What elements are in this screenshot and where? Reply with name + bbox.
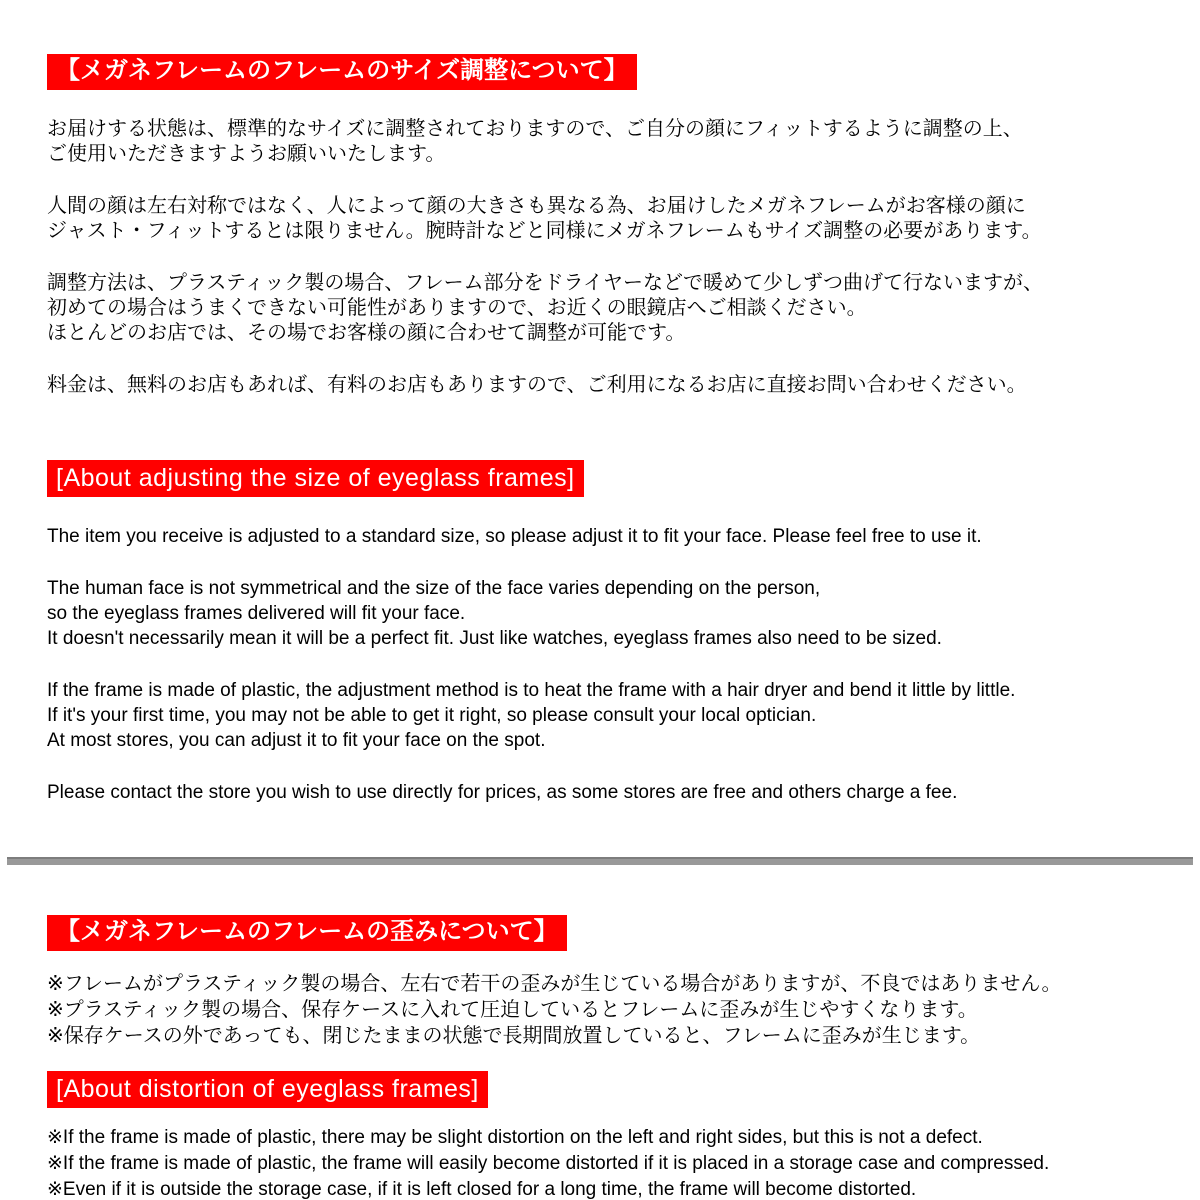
size-adjustment-heading-en: [About adjusting the size of eyeglass frames] — [47, 460, 584, 497]
text-line: 初めての場合はうまくできない可能性がありますので、お近くの眼鏡店へご相談ください。 — [47, 296, 867, 319]
note-line: ※If the frame is made of plastic, there may be slight distortion on the left and right sides, but this is not a defect. — [47, 1126, 983, 1148]
size-adjustment-heading-jp: 【メガネフレームのフレームのサイズ調整について】 — [47, 54, 637, 90]
distortion-notes-jp — [47, 971, 1153, 1049]
size-adjustment-paragraph-jp — [47, 271, 1153, 346]
note-line: ※フレームがプラスティック製の場合、左右で若干の歪みが生じている場合がありますが、不良ではありません。 — [47, 972, 1062, 995]
notice-content-bottom — [0, 915, 1200, 1200]
distortion-section-jp — [47, 915, 1153, 1049]
text-line: so the eyeglass frames delivered will fit your face. — [47, 602, 466, 624]
text-line: 料金は、無料のお店もあれば、有料のお店もありますので、ご利用になるお店に直接お問い合わせください。 — [47, 373, 1027, 396]
text-line: 調整方法は、プラスティック製の場合、フレーム部分をドライヤーなどで暖めて少しずつ曲げて行ないますが、 — [47, 271, 1043, 294]
text-line: Please contact the store you wish to use directly for prices, as some stores are free and others charge a fee. — [47, 781, 958, 803]
text-line: ジャスト・フィットするとは限りません。腕時計などと同様にメガネフレームもサイズ調整の必要があります。 — [47, 219, 1042, 242]
size-adjustment-section-jp — [47, 54, 1153, 398]
size-adjustment-paragraph-jp — [47, 373, 1153, 398]
text-line: The human face is not symmetrical and the size of the face varies depending on the person, — [47, 577, 821, 599]
section-divider — [7, 857, 1193, 865]
size-adjustment-paragraph-en — [47, 678, 1153, 753]
text-line: ご使用いただきますようお願いいたします。 — [47, 142, 446, 165]
note-line: ※Even if it is outside the storage case, if it is left closed for a long time, the frame will become distorted. — [47, 1178, 917, 1200]
text-line: If the frame is made of plastic, the adjustment method is to heat the frame with a hair dryer and bend it little by little. — [47, 679, 1016, 701]
note-line: ※プラスティック製の場合、保存ケースに入れて圧迫しているとフレームに歪みが生じやすくなります。 — [47, 998, 978, 1021]
size-adjustment-paragraph-en — [47, 576, 1153, 651]
distortion-notes-en — [47, 1125, 1153, 1200]
text-line: It doesn't necessarily mean it will be a perfect fit. Just like watches, eyeglass frames also need to be sized. — [47, 627, 942, 649]
distortion-heading-jp: 【メガネフレームのフレームの歪みについて】 — [47, 915, 567, 951]
size-adjustment-paragraph-en — [47, 524, 1153, 549]
note-line: ※保存ケースの外であっても、閉じたままの状態で長期間放置していると、フレームに歪みが生じます。 — [47, 1024, 981, 1047]
distortion-section-en — [47, 1071, 1153, 1200]
note-line: ※If the frame is made of plastic, the frame will easily become distorted if it is placed in a storage case and compressed. — [47, 1152, 1050, 1174]
text-line: If it's your first time, you may not be able to get it right, so please consult your local optician. — [47, 704, 817, 726]
size-adjustment-section-en — [47, 460, 1153, 805]
text-line: At most stores, you can adjust it to fit your face on the spot. — [47, 729, 546, 751]
distortion-heading-en: [About distortion of eyeglass frames] — [47, 1071, 488, 1108]
text-line: 人間の顔は左右対称ではなく、人によって顔の大きさも異なる為、お届けしたメガネフレームがお客様の顔に — [47, 194, 1026, 217]
text-line: お届けする状態は、標準的なサイズに調整されておりますので、ご自分の顔にフィットするように調整の上、 — [47, 117, 1023, 140]
size-adjustment-paragraph-jp — [47, 117, 1153, 167]
size-adjustment-paragraph-en — [47, 780, 1153, 805]
text-line: The item you receive is adjusted to a standard size, so please adjust it to fit your face. Please feel free to use it. — [47, 525, 982, 547]
text-line: ほとんどのお店では、その場でお客様の顔に合わせて調整が可能です。 — [47, 321, 686, 344]
size-adjustment-paragraph-jp — [47, 194, 1153, 244]
